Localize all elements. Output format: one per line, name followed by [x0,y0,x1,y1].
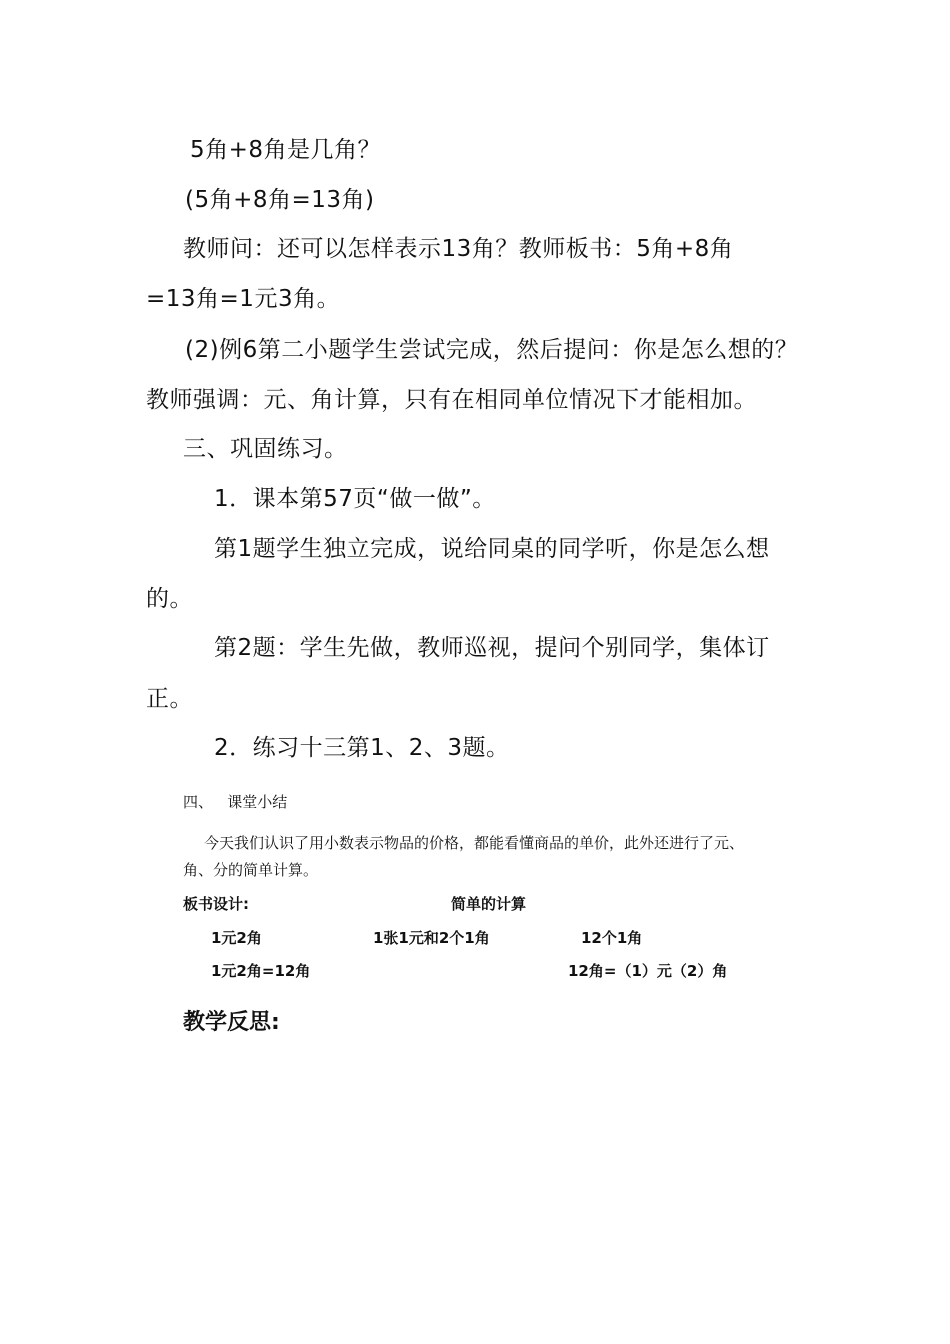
section-heading: 三、巩固练习。 [183,436,348,462]
text-line: 第2题：学生先做，教师巡视，提问个别同学，集体订 [214,635,770,661]
text-line: 5角+8角是几角？ [190,137,382,163]
board-cell: 12个1角 [581,929,643,947]
text-line: 教师强调：元、角计算，只有在相同单位情况下才能相加。 [146,387,757,413]
text-line: (5角+8角=13角) [185,187,375,213]
text-line: 正。 [146,686,193,712]
text-line: (2)例6第二小题学生尝试完成，然后提问：你是怎么想的？ [185,337,799,363]
board-cell: 1元2角=12角 [211,962,311,980]
board-title: 简单的计算 [451,895,527,913]
board-cell: 12角=（1）元（2）角 [568,962,728,980]
reflection-heading: 教学反思: [183,1010,280,1035]
board-cell: 1元2角 [211,929,262,947]
summary-text: 今天我们认识了用小数表示物品的价格，都能看懂商品的单价，此外还进行了元、 [204,834,745,852]
summary-heading: 四、 课堂小结 [183,793,288,811]
board-label: 板书设计: [183,895,249,913]
text-line: 第1题学生独立完成，说给同桌的同学听，你是怎么想 [214,536,770,562]
text-line: 的。 [146,586,193,612]
text-line: 2．练习十三第1、2、3题。 [214,735,510,761]
board-cell: 1张1元和2个1角 [373,929,490,947]
text-line: 1．课本第57页“做一做”。 [214,486,496,512]
text-line: 教师问：还可以怎样表示13角？教师板书：5角+8角 [183,236,734,262]
text-line: =13角=1元3角。 [146,286,341,312]
summary-text: 角、分的简单计算。 [183,861,319,879]
